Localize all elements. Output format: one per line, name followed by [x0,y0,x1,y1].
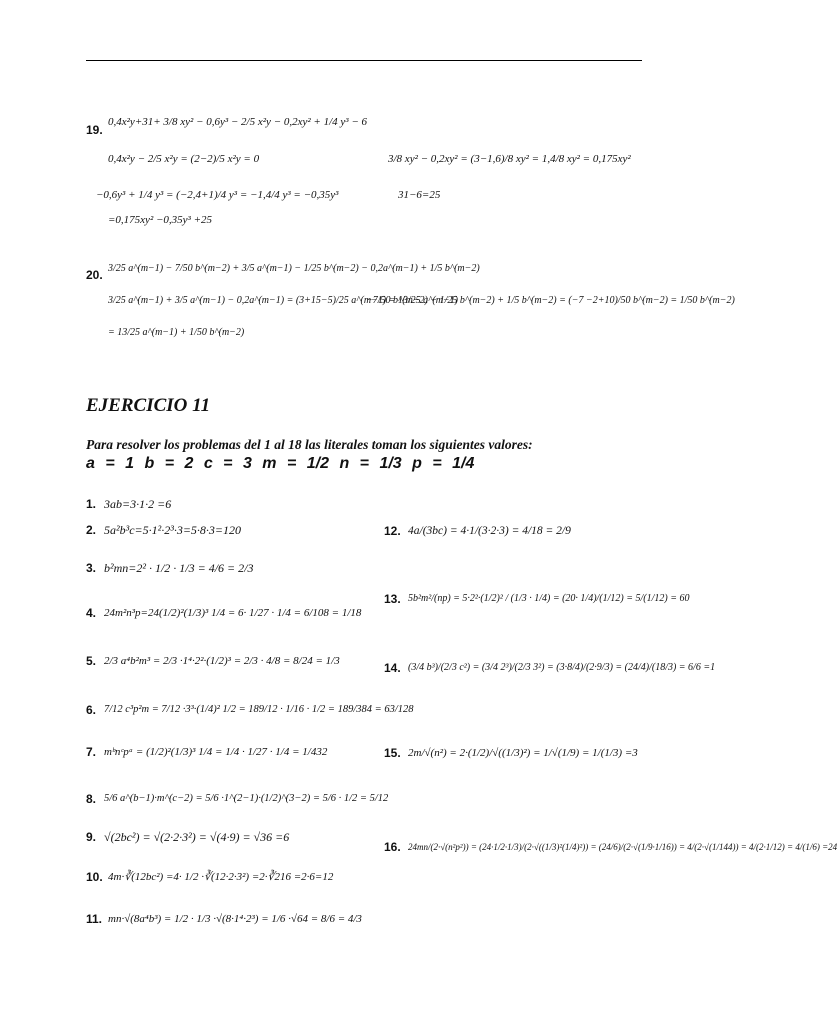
problem-15-text: 2m/√(n²) = 2·(1/2)/√((1/3)²) = 1/√(1/9) = 1/(1/3) =3 [408,747,638,759]
problem-4-number: 4. [86,606,97,620]
problem-3-number: 3. [86,561,97,575]
problem-2-text: 5a²b³c=5·1²·2³·3=5·8·3=120 [104,523,242,537]
problem-1-number: 1. [86,497,97,511]
problem-9-number: 9. [86,830,97,844]
problem-12-number: 12. [384,524,401,538]
exercise-20-line-2b: −7/50 b^(m−2) − 1/25 b^(m−2) + 1/5 b^(m−2) = (−7 −2+10)/50 b^(m−2) = 1/50 b^(m−2) [366,295,735,306]
problem-13-number: 13. [384,592,401,606]
header-rule [86,60,642,61]
problem-5-number: 5. [86,654,97,668]
problem-6-number: 6. [86,703,97,717]
exercise-19-line-3b: 31−6=25 [398,189,441,201]
exercise-19-line-2b: 3/8 xy² − 0,2xy² = (3−1,6)/8 xy² = 1,4/8 xy² = 0,175xy² [388,153,631,165]
problem-3-text: b²mn=2² · 1/2 · 1/3 = 4/6 = 2/3 [104,561,254,575]
problem-15-number: 15. [384,746,401,760]
problem-14-text: (3/4 b³)/(2/3 c²) = (3/4 2³)/(2/3 3²) = (3·8/4)/(2·9/3) = (24/4)/(18/3) = 6/6 =1 [408,662,716,673]
literal-values: a = 1 b = 2 c = 3 m = 1/2 n = 1/3 p = 1/4 [86,455,475,472]
problem-14-number: 14. [384,661,401,675]
exercise-20-line-2a: 3/25 a^(m−1) + 3/5 a^(m−1) − 0,2a^(m−1) = (3+15−5)/25 a^(m−1) = 13/25 a^(m−1) [108,295,459,306]
problem-10-number: 10. [86,870,103,884]
exercise-19-line-1: 0,4x²y+31+ 3/8 xy² − 0,6y³ − 2/5 x²y − 0,2xy² + 1/4 y³ − 6 [108,116,367,128]
exercise-20-line-1: 3/25 a^(m−1) − 7/50 b^(m−2) + 3/5 a^(m−1) − 1/25 b^(m−2) − 0,2a^(m−1) + 1/5 b^(m−2) [108,263,480,274]
problem-8-text: 5/6 a^(b−1)·m^(c−2) = 5/6 ·1^(2−1)·(1/2)^(3−2) = 5/6 · 1/2 = 5/12 [104,793,389,804]
problem-7-text: mᵇnᶜpᵃ = (1/2)²(1/3)³ 1/4 = 1/4 · 1/27 · 1/4 = 1/432 [104,746,328,758]
exercise-19-line-2a: 0,4x²y − 2/5 x²y = (2−2)/5 x²y = 0 [108,153,260,165]
problem-16-number: 16. [384,840,401,854]
problem-7-number: 7. [86,745,97,759]
problem-4-text: 24m²n³p=24(1/2)²(1/3)³ 1/4 = 6· 1/27 · 1/4 = 6/108 = 1/18 [104,607,362,619]
exercise-19-line-3a: −0,6y³ + 1/4 y³ = (−2,4+1)/4 y³ = −1,4/4 y³ = −0,35y³ [96,189,339,201]
problem-8-number: 8. [86,792,97,806]
problem-10-text: 4m·∛(12bc²) =4· 1/2 ·∛(12·2·3²) =2·∛216 =2·6=12 [108,871,334,883]
problem-13-text: 5b²m²/(np) = 5·2²·(1/2)² / (1/3 · 1/4) = (20· 1/4)/(1/12) = 5/(1/12) = 60 [408,593,690,604]
problem-6-text: 7/12 c³p²m = 7/12 ·3³·(1/4)² 1/2 = 189/12 · 1/16 · 1/2 = 189/384 = 63/128 [104,704,414,715]
problem-11-number: 11. [86,912,103,926]
exercise-20-line-3: = 13/25 a^(m−1) + 1/50 b^(m−2) [108,327,245,338]
problem-2-number: 2. [86,523,97,537]
problem-11-text: mn·√(8a⁴b³) = 1/2 · 1/3 ·√(8·1⁴·2³) = 1/6 ·√64 = 8/6 = 4/3 [108,913,362,925]
exercise-20-number: 20. [86,268,103,282]
problem-1-text: 3ab=3·1·2 =6 [104,497,172,511]
section-intro: Para resolver los problemas del 1 al 18 las literales toman los siguientes valores: [86,437,533,452]
problem-9-text: √(2bc²) = √(2·2·3²) = √(4·9) = √36 =6 [104,830,290,844]
exercise-19-number: 19. [86,123,103,137]
problem-12-text: 4a/(3bc) = 4·1/(3·2·3) = 4/18 = 2/9 [408,525,571,537]
exercise-19-line-4: =0,175xy² −0,35y³ +25 [108,214,213,226]
problem-5-text: 2/3 a⁴b²m³ = 2/3 ·1⁴·2²·(1/2)³ = 2/3 · 4/8 = 8/24 = 1/3 [104,655,340,667]
problem-16-text: 24mn/(2·√(n²p²)) = (24·1/2·1/3)/(2·√((1/3)²(1/4)²)) = (24/6)/(2·√(1/9·1/16)) = 4/(2·√(1/144)) = 4/(2·1/12) = 4/(1/6) =24 [408,842,837,852]
section-title: EJERCICIO 11 [86,395,211,416]
